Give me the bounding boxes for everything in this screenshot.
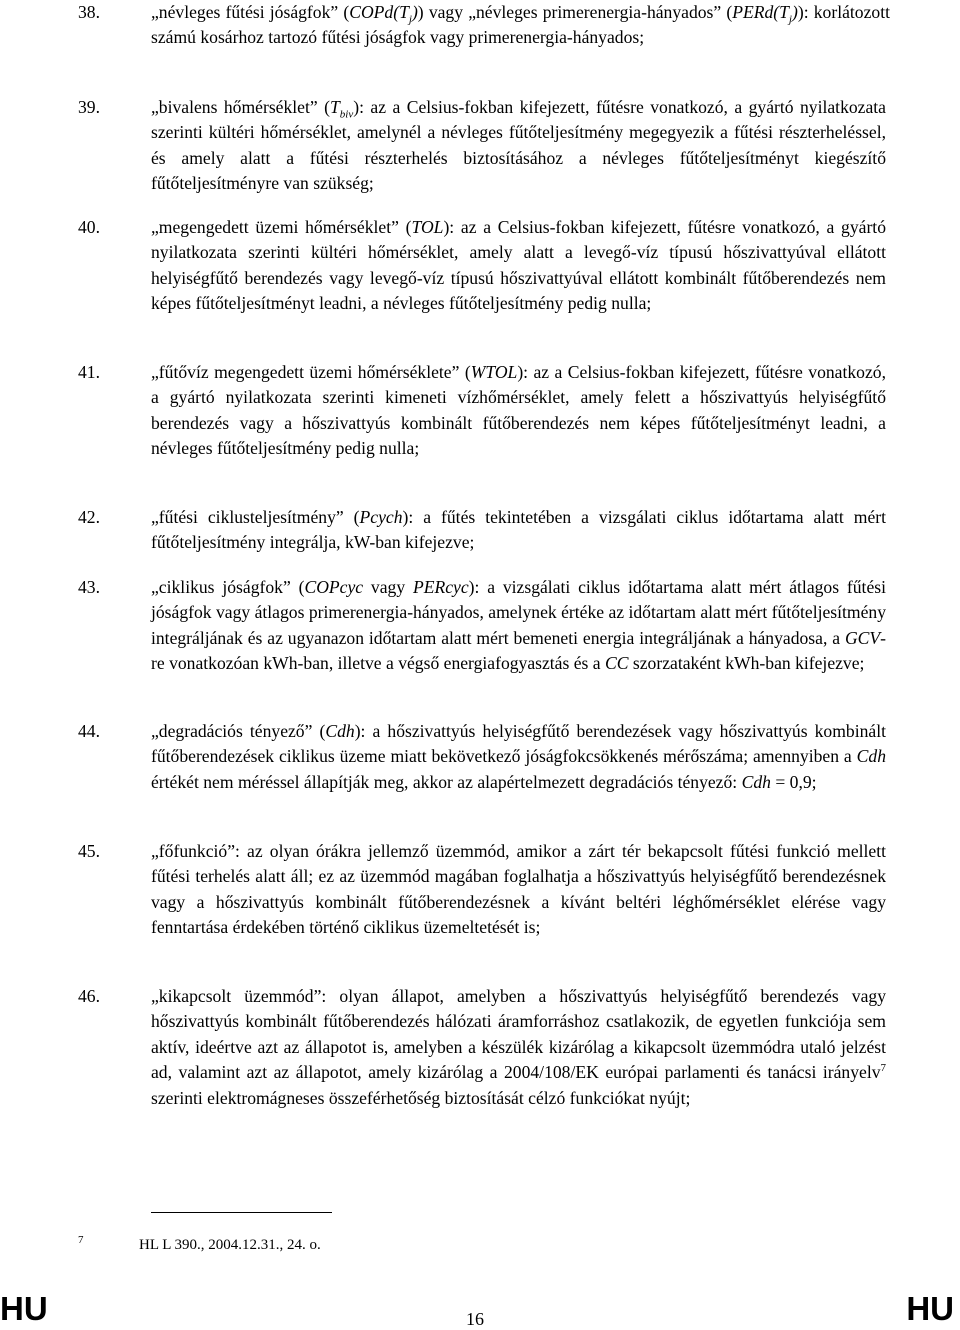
text-run: vagy — [363, 577, 413, 597]
item-number: 44. — [78, 721, 100, 741]
text-run: ) vagy — [417, 2, 469, 22]
text-run: ( — [459, 362, 471, 382]
text-run: ): a vizsgálati ciklus időtartama alatt mért átlagos fűtési jóságfok vagy átlagos primerenergia-hányados, amelynek értéke az időtartam alatt mért fűtőteljesítmény integráljának és az ugyanazon időtartam alatt mért bemeneti energia integráljának a hányadosa, a — [151, 577, 886, 648]
symbol-end: ) — [791, 2, 798, 22]
footnote-separator — [151, 1212, 332, 1213]
text-run: szorzataként kWh-ban kifejezve; — [628, 653, 865, 674]
page-number: 16 — [466, 1309, 484, 1329]
footnote-reference[interactable]: 7 — [880, 1062, 886, 1075]
symbol: CC — [605, 653, 629, 674]
item-number: 41. — [78, 362, 100, 382]
symbol: PERd(T — [732, 2, 789, 22]
text-run: ): az a Celsius-fokban kifejezett, fűtésre vonatkozó, a gyártó nyilatkozata szerinti kimeneti vízhőmérséklet, amely felett a hőszivattyús helyiségfűtő berendezés vagy a hőszivattyús kombinált fűtőberendezés nem képes fűtőteljesítményt leadni, a névleges fűtőteljesítmény pedig nulla; — [151, 362, 886, 459]
definition-item-38 — [78, 0, 890, 51]
symbol-subscript: biv — [339, 108, 354, 121]
symbol-subscript: j — [408, 13, 412, 26]
symbol: COPcyc — [304, 577, 364, 597]
defined-term: „bivalens hőmérséklet” — [151, 97, 318, 117]
definition-text — [151, 360, 886, 462]
definition-item-39 — [78, 95, 886, 197]
definition-item-43 — [78, 575, 886, 677]
definition-item-40 — [78, 215, 886, 317]
symbol-end: ) — [411, 2, 418, 22]
language-code-left: HU — [0, 1290, 48, 1327]
defined-term-2: „névleges primerenergia-hányados” — [468, 2, 722, 22]
defined-term: „főfunkció” — [151, 841, 236, 861]
symbol: TOL — [411, 217, 444, 237]
defined-term: „ciklikus jóságfok” — [151, 577, 291, 597]
defined-term: „megengedett üzemi hőmérséklet” — [151, 217, 399, 237]
text-run: ): korlátozott számú kosárhoz tartozó fűtési jóságfok vagy primerenergia-hányados; — [151, 2, 890, 48]
text-run: ): a fűtés tekintetében a vizsgálati ciklus időtartama alatt mért fűtőteljesítmény integrálja, kW-ban kifejezve; — [151, 507, 887, 553]
symbol: COPd(T — [349, 2, 409, 22]
item-number: 40. — [78, 217, 100, 237]
defined-term: „fűtési ciklusteljesítmény” — [151, 507, 344, 527]
text-run: : olyan állapot, amelyben a hőszivattyús helyiségfűtő berendezés vagy hőszivattyús kombinált fűtőberendezés hálózati áramforráshoz csatlakozik, de egyetlen funkciója sem aktív, ideértve azt az állapotot is, amelyben a készülék kizárólag a kikapcsolt üzemmódra utaló jelzést ad, valamint azt az állapotot, amely kizárólag a 2004/108/EK európai parlamenti és tanácsi irányelv — [151, 986, 886, 1083]
item-number: 42. — [78, 507, 100, 527]
definition-text — [151, 575, 886, 677]
item-number: 45. — [78, 841, 100, 861]
item-number: 39. — [78, 97, 100, 117]
text-run: értékét nem méréssel állapítják meg, akkor az alapértelmezett degradációs tényező: — [151, 771, 742, 792]
definition-item-46 — [78, 984, 886, 1111]
symbol: WTOL — [470, 362, 518, 382]
footnote-text: HL L 390., 2004.12.31., 24. o. — [139, 1237, 321, 1253]
text-run: ( — [343, 507, 360, 527]
text-run: ): az a Celsius-fokban kifejezett, fűtésre vonatkozó, a gyártó nyilatkozata szerinti kültéri hőmérséklet, amely alatt a levegő-víz típusú hőszivattyúval ellátott helyiségfűtő berendezés vagy levegő-víz típusú hőszivattyúval ellátott kombinált fűtőberendezés nem képes fűtőteljesítményt leadni, a névleges fűtőteljesítmény pedig nulla; — [151, 217, 886, 314]
item-number: 43. — [78, 577, 100, 597]
definition-text — [151, 95, 886, 197]
text-run: ): az a Celsius-fokban kifejezett, fűtésre vonatkozó, a gyártó nyilatkozata szerinti kültéri hőmérséklet, amelynél a névleges fűtőteljesítmény megegyezik a fűtési részterheléssel, és amely alatt a fűtési részterhelés biztosításához a névleges fűtőteljesítményt kiegészítő fűtőteljesítményre van szükség; — [151, 97, 886, 194]
symbol: Cdh — [325, 721, 355, 741]
definition-text — [151, 719, 886, 795]
symbol: T — [329, 97, 340, 117]
definition-item-44 — [78, 719, 886, 795]
definition-item-45 — [78, 839, 886, 941]
text-run: szerinti elektromágneses összeférhetőség biztosítását célzó funkciókat nyújt; — [151, 1087, 691, 1108]
text-run: ( — [721, 2, 733, 22]
text-run: = 0,9; — [770, 771, 817, 792]
definition-text — [151, 984, 886, 1111]
text-run: : az olyan órákra jellemző üzemmód, amikor a zárt tér bekapcsolt fűtési funkció mellett fűtési terhelés alatt áll; ez az üzemmód magában foglalhatja a hőszivattyús helyiségfűtő berendezésnek vagy a hőszivattyús kombinált fűtőberendezésnek a kívánt beltéri léghőmérséklet elérése vagy fenntartása érdekében történő ciklikus üzemeltetését is; — [151, 841, 886, 938]
defined-term: „fűtővíz megengedett üzemi hőmérséklete” — [151, 362, 460, 382]
defined-term: „degradációs tényező” — [151, 721, 313, 741]
text-run: ( — [398, 217, 412, 237]
defined-term: „névleges fűtési jóságfok” — [151, 2, 339, 22]
definition-text — [151, 215, 886, 317]
symbol: Cdh — [856, 746, 886, 767]
definition-text — [151, 839, 886, 941]
symbol: Cdh — [741, 771, 771, 792]
definition-item-42 — [78, 505, 886, 556]
definition-item-41 — [78, 360, 886, 462]
symbol: GCV — [844, 627, 881, 648]
symbol: Pcych — [359, 507, 403, 527]
item-number: 38. — [78, 2, 100, 22]
symbol: PERcyc — [412, 577, 469, 597]
language-code-right: HU — [906, 1290, 954, 1327]
footnote-mark: 7 — [78, 1234, 84, 1246]
text-run: ( — [290, 577, 305, 597]
defined-term: „kikapcsolt üzemmód” — [151, 986, 322, 1006]
definition-text — [151, 0, 890, 51]
text-run: ( — [338, 2, 350, 22]
text-run: ): a hőszivattyús helyiségfűtő berendezések vagy hőszivattyús kombinált fűtőberendezések ciklikus üzeme miatt bekövetkező jóságfokcsökkenés mérőszáma; amennyiben a — [151, 721, 886, 767]
item-number: 46. — [78, 986, 100, 1006]
text-run: -re vonatkozóan kWh-ban, illetve a végső energiafogyasztás és a — [151, 627, 886, 674]
definition-text — [151, 505, 886, 556]
text-run: ( — [317, 97, 330, 117]
symbol-subscript: j — [788, 13, 792, 26]
text-run: ( — [312, 721, 326, 741]
